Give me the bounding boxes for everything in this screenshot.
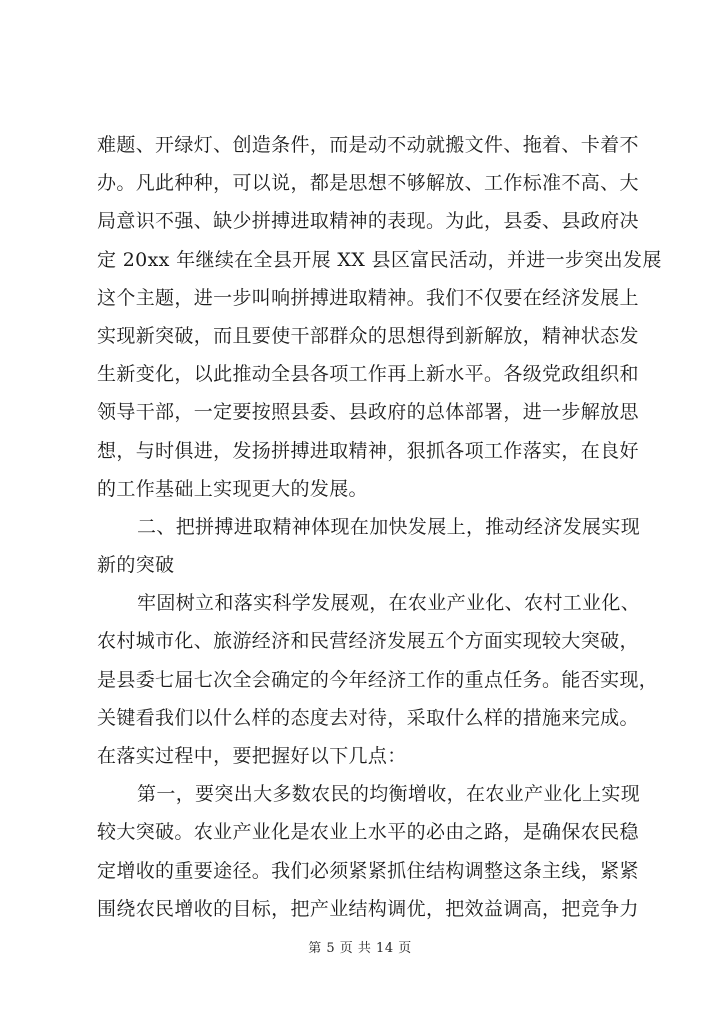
- text-line: 较大突破。农业产业化是农业上水平的必由之路，是确保农民稳: [97, 821, 639, 844]
- section-heading-line: 二、把拼搏进取精神体现在加快发展上，推动经济发展实现: [137, 515, 641, 538]
- text-line: 想，与时俱进，发扬拼搏进取精神，狠抓各项工作落实，在良好: [97, 439, 639, 462]
- text-line: 的工作基础上实现更大的发展。: [97, 477, 368, 500]
- text-line: 围绕农民增收的目标，把产业结构调优，把效益调高，把竞争力: [97, 897, 639, 920]
- text-line: 生新变化，以此推动全县各项工作再上新水平。各级党政组织和: [97, 363, 639, 386]
- text-line: 定增收的重要途径。我们必须紧紧抓住结构调整这条主线，紧紧: [97, 859, 639, 882]
- text-line: 办。凡此种种，可以说，都是思想不够解放、工作标准不高、大: [97, 172, 639, 195]
- text-line: 在落实过程中，要把握好以下几点：: [97, 745, 407, 767]
- text-line: 第一，要突出大多数农民的均衡增收，在农业产业化上实现: [137, 783, 641, 806]
- text-line: 领导干部，一定要按照县委、县政府的总体部署，进一步解放思: [97, 401, 639, 424]
- text-line: 局意识不强、缺少拼搏进取精神的表现。为此，县委、县政府决: [97, 210, 639, 233]
- text-line: 农村城市化、旅游经济和民营经济发展五个方面实现较大突破，: [97, 630, 639, 653]
- text-line: 关键看我们以什么样的态度去对待，采取什么样的措施来完成。: [97, 706, 639, 729]
- text-line: 难题、开绿灯、创造条件，而是动不动就搬文件、拖着、卡着不: [97, 134, 639, 156]
- body-text: [97, 126, 662, 928]
- page-number-label: 第 5 页 共 14 页: [308, 941, 412, 956]
- text-line: 这个主题，进一步叫响拼搏进取精神。我们不仅要在经济发展上: [97, 286, 639, 309]
- text-line: 实现新突破，而且要使干部群众的思想得到新解放，精神状态发: [97, 324, 639, 347]
- text-line: 定 20xx 年继续在全县开展 XX 县区富民活动，并进一步突出发展: [97, 248, 662, 271]
- page-footer: [0, 937, 720, 956]
- text-line: 是县委七届七次全会确定的今年经济工作的重点任务。能否实现，: [97, 668, 659, 691]
- text-line: 牢固树立和落实科学发展观，在农业产业化、农村工业化、: [137, 592, 641, 615]
- section-heading-line: 新的突破: [97, 554, 175, 577]
